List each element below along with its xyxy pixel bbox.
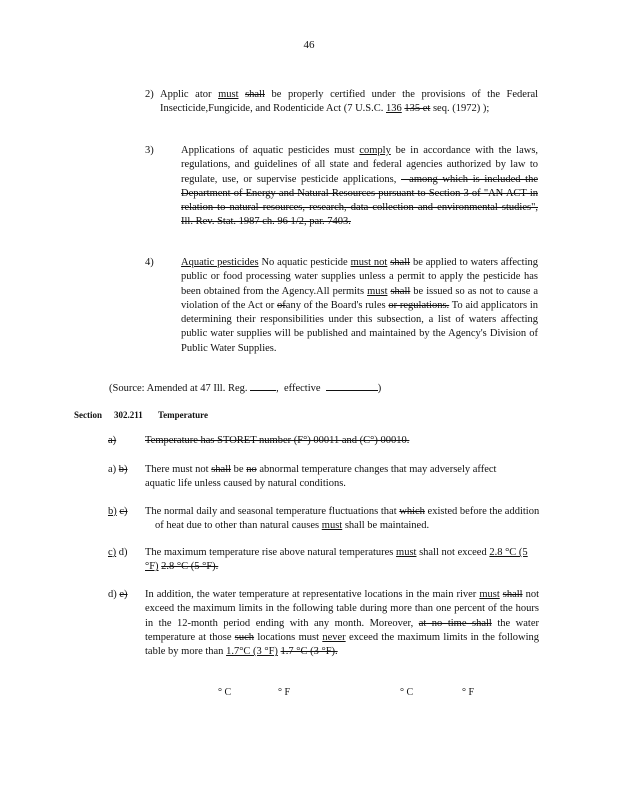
sub-d-text: In addition, the water temperature at representative locations in the main river must shall not exceed the maximum limits in the following table during more than one percent of the hours in the 12-month period ending with any month. Moreover, at no time shall the water temperature at those such locations must never exceed the maximum limits in the following table by more than 1.7°C (3 °F) 1.7 °C (3 °F). — [145, 589, 540, 658]
item-3-number: 3) — [145, 145, 154, 156]
sub-c-text: The maximum temperature rise above natural temperatures must shall not exceed 2.8 °C (5 °F) 2.8 °C (5 °F). — [145, 547, 528, 573]
sub-c-number: c) d) — [108, 547, 128, 558]
table-unit-f-1: ° F — [278, 687, 291, 698]
table-unit-c-2: ° C — [400, 687, 414, 698]
item-2-text: Applic ator must shall be properly certified under the provisions of the Federal Insecticide,Fungicide, and Rodenticide Act (7 U.S.C. 136 135 et seq. (1972) ); — [160, 89, 539, 115]
section-number: 302.211 — [114, 410, 143, 420]
table-unit-f-2: ° F — [462, 687, 475, 698]
table-unit-c-1: ° C — [218, 687, 232, 698]
sub-d-number: d) e) — [108, 589, 128, 600]
section-label: Section — [74, 410, 102, 420]
sub-b-number: b) c) — [108, 506, 128, 517]
sub-a-old-number: a) — [108, 435, 117, 446]
page-number: 46 — [303, 39, 315, 51]
item-2-number: 2) — [145, 89, 154, 100]
source-note: (Source: Amended at 47 Ill. Reg. , effective ) — [109, 380, 381, 396]
item-4-text: Aquatic pesticides No aquatic pesticide must not shall be applied to waters affecting public or food processing water supplies unless a permit to apply the pesticide has been obtained from the Agency.All permits must shall be issued so as not to cause a violation of the Act or ofany of the Board's rules or regulations. To aid applicators in determining their responsibilities under this subsection, a list of waters affecting public water supplies will be published and maintained by the Agency's Division of Public Water Supplies. — [181, 257, 539, 354]
item-3-text: Applications of aquatic pesticides must comply be in accordance with the laws, regulations, and guidelines of all state and federal agencies authorized by law to regulate, use, or supervise pesticide applications, - among which is included the Department of Energy and Natural Resources pursuant to Section 3 of "AN ACT in relation to natural resources, research, data collection and environmental studies", Ill. Rev. Stat. 1987 ch. 96 1/2, par. 7403. — [181, 145, 539, 228]
sub-a-text: There must not shall be no abnormal temperature changes that may adversely affect aquatic life unless caused by natural conditions. — [145, 464, 497, 490]
sub-b-text: The normal daily and seasonal temperature fluctuations that which existed before the addition of heat due to other than natural causes must shall be maintained. — [145, 506, 540, 532]
section-title: Temperature — [158, 410, 208, 420]
item-4-number: 4) — [145, 257, 154, 268]
sub-a-old-text: Temperature has STORET number (F°) 00011 and (C°) 00010. — [145, 435, 410, 446]
sub-a-number: a) b) — [108, 464, 128, 475]
